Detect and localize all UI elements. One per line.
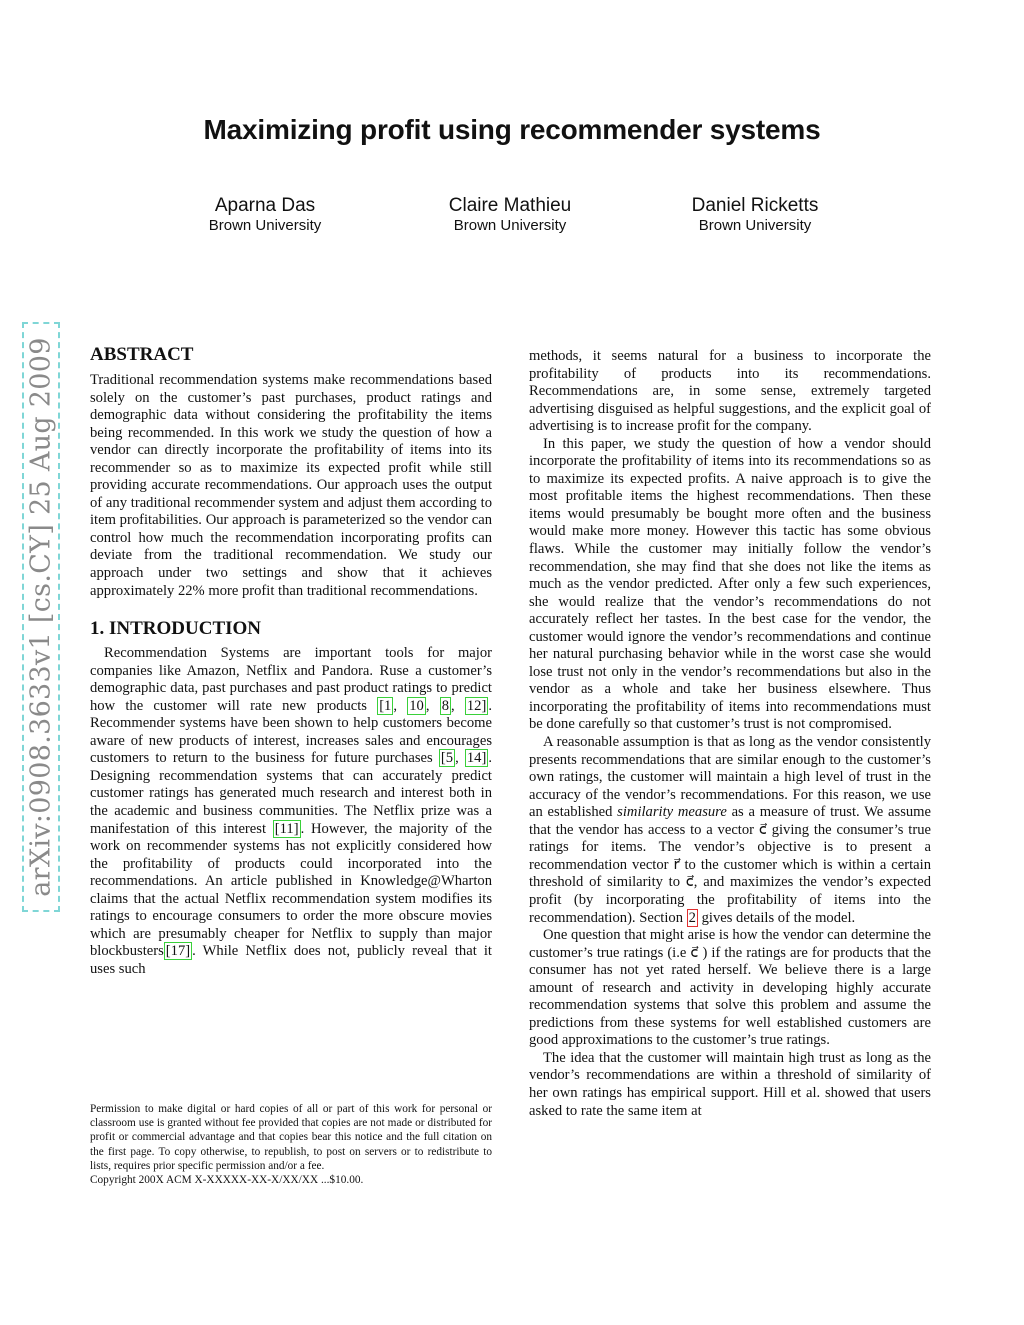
- author-block: [0, 195, 1024, 245]
- intro-paragraph-3: [529, 734, 931, 927]
- author-affiliation: Brown University: [698, 217, 812, 234]
- citation-link[interactable]: 12]: [466, 697, 487, 714]
- citation-link[interactable]: 8: [441, 697, 449, 714]
- similarity-measure-term: similarity measure: [617, 804, 727, 821]
- intro-text: . Recommender systems have been shown to help customers become aware of new products of interest, increases sales and encourages customers to return to the business for future purchases: [90, 697, 492, 767]
- left-column: [90, 344, 492, 979]
- intro-text: gives details of the model.: [697, 909, 856, 926]
- intro-text: ,: [455, 750, 465, 767]
- intro-text: ,: [451, 697, 465, 714]
- citation-link[interactable]: 10: [409, 697, 424, 714]
- author-3: [645, 195, 865, 235]
- intro-text: Recommendation Systems are important tools for major companies like Amazon, Netflix and Pandora. Ruse a customer’s demographic data, past purchases and past product ratings to predict how the customer will rate new products: [90, 645, 492, 714]
- section-reference-link[interactable]: 2: [688, 909, 696, 926]
- abstract-text: Traditional recommendation systems make recommendations based solely on the customer’s past purchases, product ratings and demographic data without considering the profitability the items being recommended. In this work we study the question of how a vendor can directly incorporate the profitability of items into its recommender so as to maximize its expected profit while still providing accurate recommendations. Our approach uses the output of any traditional recommender system and adjust them according to item profitabilities. Our approach is parameterized so the vendor can control how much the recommendation incorporating profits can deviate from the traditional recommendation. We study our approach under two settings and show that it achieves approximately 22% more profit than traditional recommendations.: [90, 372, 492, 599]
- intro-text: ,: [393, 697, 408, 714]
- permission-text: Permission to make digital or hard copies of all or part of this work for personal or classroom use is granted without fee provided that copies are not made or distributed for profit or commercial advantage and that copies bear this notice and the full citation on the first page. To copy otherwise, to republish, to post on servers or to redistribute to lists, requires prior specific permission and/or a fee.: [90, 1103, 492, 1172]
- intro-text: . While Netflix does not, publicly reveal that it uses such: [90, 943, 492, 977]
- arxiv-stamp-text: arXiv:0908.3633v1 [cs.CY] 25 Aug 2009: [25, 337, 57, 897]
- intro-text: . However, the majority of the work on recommender systems has not explicitly considered how the profitability of products could incorporated into the recommendations. An article published in Knowledge@Wharton claims that the actual Netflix recommendation system modifies its ratings to encourage consumers to order the more obscure movies which are presumably cheaper for Netflix to supply than major blockbusters: [90, 820, 492, 960]
- intro-paragraph-5: The idea that the customer will maintain high trust as long as the vendor’s recommendations are within a threshold of similarity of her own ratings has empirical support. Hill et al. showed that users asked to rate the same item at: [529, 1049, 931, 1119]
- citation-link[interactable]: [11]: [274, 820, 299, 837]
- author-affiliation: Brown University: [208, 217, 322, 234]
- intro-paragraph-2: In this paper, we study the question of how a vendor should incorporate the profitability of items into its recommendations so as to maximize its expected profits. A naive approach is to give the most profitable items the highest recommendations. Then these items would presumably be bought more often and the business would make more money. However this tactic has some obvious flaws. While the customer may initially follow the vendor’s recommendation, she may find that she does not like the items as much as the vendor predicted. After only a few such experiences, she would realize that the vendor’s recommendations do not accurately reflect her tastes. In the best case for the vendor, the customer would ignore the vendor’s recommendations and continue her natural purchasing behavior while in the worst case she would lose trust not only in the vendor’s recommendations but also in the vendor as a whole and take her business elsewhere. Thus incorporating the profitability of items into recommendations must be done carefully so that customer’s trust is not compromised.: [529, 435, 931, 733]
- citation-link[interactable]: 14]: [466, 750, 487, 767]
- author-affiliation: Brown University: [453, 217, 567, 234]
- intro-paragraph-4: One question that might arise is how the vendor can determine the customer’s true ratings (i.e c⃗ ) if the ratings are for products that the consumer has not yet rated herself. We believe there is a large amount of research and activity in developing highly accurate recommendation systems that solve this problem and assume the predictions from these systems for well established customers are good approximations to the customer’s true ratings.: [529, 927, 931, 1049]
- abstract-heading: ABSTRACT: [90, 344, 194, 365]
- permission-notice: [90, 1102, 492, 1187]
- citation-link[interactable]: [17]: [165, 943, 191, 960]
- author-2: [400, 195, 620, 235]
- intro-text: A reasonable assumption is that as long as the vendor consistently presents recommendations that are similar enough to the customer’s own ratings, the customer will maintain a high level of trust in the accuracy of the vendor’s recommendations. For this reason, we use an established: [529, 734, 931, 821]
- paper-title: Maximizing profit using recommender systems: [203, 114, 821, 145]
- intro-text: as a measure of trust. We assume that the vendor has access to a vector c⃗ giving the consumer’s true ratings for items. The vendor’s objective is to present a recommendation vector r⃗ to the customer which is within a certain threshold of similarity to c⃗, and maximizes the vendor’s expected profit (by incorporating the profitability of items into the recommendation). Section: [529, 804, 931, 926]
- author-name: Claire Mathieu: [448, 195, 572, 216]
- author-1: [155, 195, 375, 235]
- author-name: Aparna Das: [214, 195, 316, 216]
- intro-paragraph-1: [90, 645, 492, 978]
- right-column: [529, 348, 931, 1120]
- arxiv-stamp-link[interactable]: [22, 322, 60, 912]
- intro-paragraph-1-continued: methods, it seems natural for a business to incorporate the profitability of products into its recommendations. Recommendations are, in some sense, extremely targeted advertising disguised as helpful suggestions, and the explicit goal of advertising is to increase profit for the company.: [529, 348, 931, 435]
- intro-text: . Designing recommendation systems that can accurately predict customer ratings has generated much research and interest both in the academic and business communities. The Netflix prize was a manifestation of this interest: [90, 750, 492, 837]
- intro-text: ,: [425, 697, 440, 714]
- author-name: Daniel Ricketts: [691, 195, 819, 216]
- citation-link[interactable]: [1: [379, 697, 392, 714]
- introduction-heading: 1. INTRODUCTION: [90, 618, 262, 640]
- citation-link[interactable]: [5: [440, 750, 454, 767]
- copyright-text: Copyright 200X ACM X-XXXXX-XX-X/XX/XX ...$10.00.: [90, 1174, 364, 1187]
